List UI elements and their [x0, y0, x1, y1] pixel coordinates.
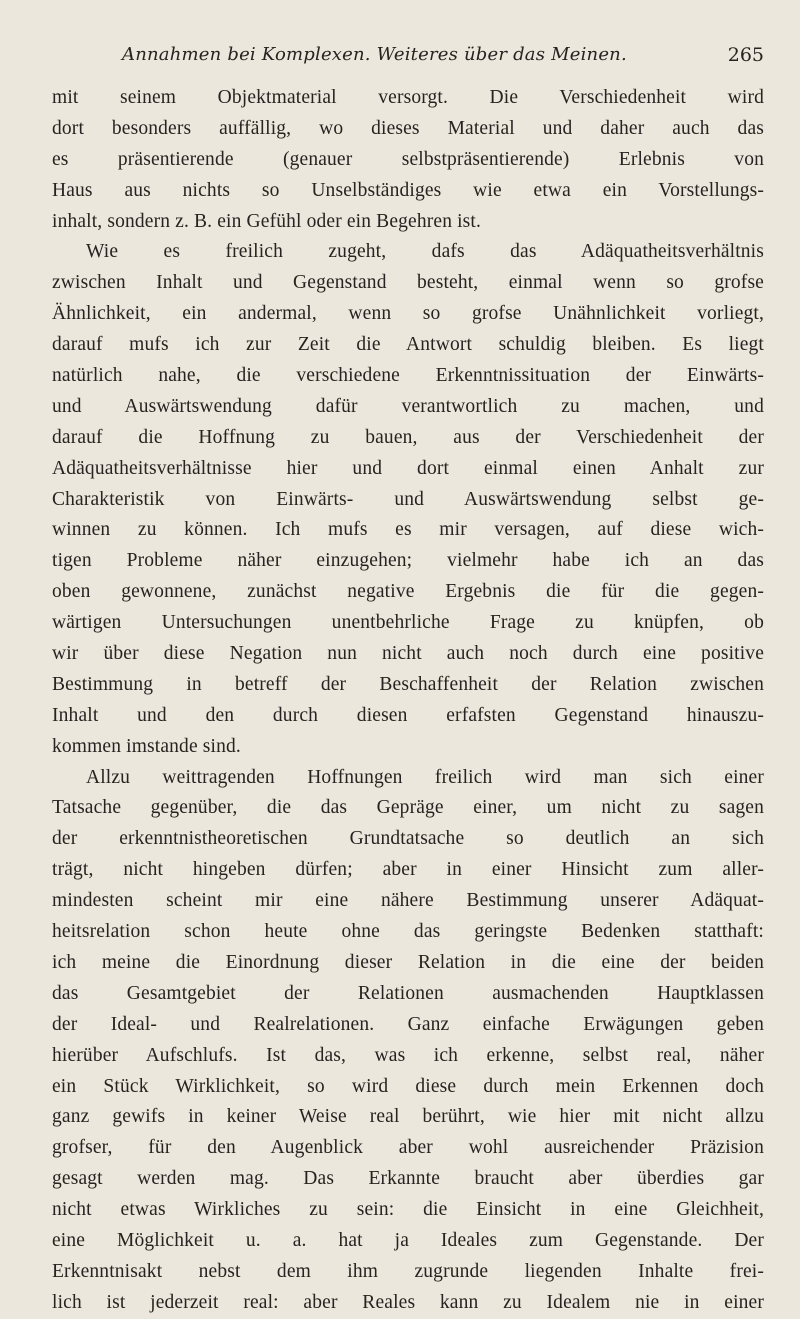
text-line: wir über diese Negation nun nicht auch noch durch eine positive: [52, 643, 764, 665]
text-line: eine Möglichkeit u. a. hat ja Ideales zum Gegenstande. Der: [52, 1229, 764, 1251]
text-line: Adäquatheitsverhältnisse hier und dort einmal einen Anhalt zur: [52, 457, 764, 479]
text-line: mindesten scheint mir eine nähere Bestimmung unserer Adäquat-: [52, 890, 764, 912]
text-line: gesagt werden mag. Das Erkannte braucht aber überdies gar: [52, 1168, 764, 1190]
text-line: nicht etwas Wirkliches zu sein: die Einsicht in eine Gleichheit,: [52, 1199, 764, 1221]
text-line: Inhalt und den durch diesen erfafsten Gegenstand hinauszu-: [52, 704, 764, 726]
text-line: Charakteristik von Einwärts- und Auswärtswendung selbst ge-: [52, 488, 764, 510]
text-line: Ähnlichkeit, ein andermal, wenn so grofse Unähnlichkeit vorliegt,: [52, 303, 764, 325]
text-line: natürlich nahe, die verschiedene Erkenntnissituation der Einwärts-: [52, 365, 764, 387]
text-line: Tatsache gegenüber, die das Gepräge einer, um nicht zu sagen: [52, 797, 764, 819]
text-line: trägt, nicht hingeben dürfen; aber in einer Hinsicht zum aller-: [52, 859, 764, 881]
text-line: winnen zu können. Ich mufs es mir versagen, auf diese wich-: [52, 519, 764, 541]
text-line: kommen imstande sind.: [52, 735, 241, 757]
running-head: [52, 44, 764, 74]
text-line: oben gewonnene, zunächst negative Ergebnis die für die gegen-: [52, 581, 764, 603]
text-line: dort besonders auffällig, wo dieses Material und daher auch das: [52, 117, 764, 139]
running-title: Annahmen bei Komplexen. Weiteres über das Meinen.: [122, 44, 627, 65]
text-line: mit seinem Objektmaterial versorgt. Die Verschiedenheit wird: [52, 87, 764, 108]
text-line: lich ist jederzeit real: aber Reales kann zu Idealem nie in einer: [52, 1291, 764, 1313]
text-line: das Gesamtgebiet der Relationen ausmachenden Hauptklassen: [52, 982, 764, 1004]
text-line: Haus aus nichts so Unselbständiges wie etwa ein Vorstellungs-: [52, 179, 764, 201]
text-line: Erkenntnisakt nebst dem ihm zugrunde liegenden Inhalte frei-: [52, 1260, 764, 1282]
text-line: ein Stück Wirklichkeit, so wird diese durch mein Erkennen doch: [52, 1075, 764, 1097]
body-text: [52, 83, 764, 1319]
text-line: hierüber Aufschlufs. Ist das, was ich erkenne, selbst real, näher: [52, 1044, 764, 1066]
text-line: und Auswärtswendung dafür verantwortlich zu machen, und: [52, 395, 764, 417]
text-line: wärtigen Untersuchungen unentbehrliche Frage zu knüpfen, ob: [52, 612, 764, 634]
text-line: der Ideal- und Realrelationen. Ganz einfache Erwägungen geben: [52, 1013, 764, 1035]
text-line: ich meine die Einordnung dieser Relation in die eine der beiden: [52, 951, 764, 973]
text-line: Bestimmung in betreff der Beschaffenheit der Relation zwischen: [52, 673, 764, 695]
text-line: inhalt, sondern z. B. ein Gefühl oder ein Begehren ist.: [52, 210, 482, 232]
text-line: heitsrelation schon heute ohne das geringste Bedenken statthaft:: [52, 921, 764, 943]
text-line: zwischen Inhalt und Gegenstand besteht, einmal wenn so grofse: [52, 272, 764, 294]
text-line: darauf mufs ich zur Zeit die Antwort schuldig bleiben. Es liegt: [52, 334, 764, 356]
paragraph-first-line: Allzu weittragenden Hoffnungen freilich wird man sich einer: [86, 766, 764, 788]
text-line: grofser, für den Augenblick aber wohl ausreichender Präzision: [52, 1137, 764, 1159]
text-line: der erkenntnistheoretischen Grundtatsache so deutlich an sich: [52, 828, 764, 850]
page-number: 265: [727, 44, 764, 66]
text-line: tigen Probleme näher einzugehen; vielmehr habe ich an das: [52, 550, 764, 572]
text-line: ganz gewifs in keiner Weise real berührt, wie hier mit nicht allzu: [52, 1106, 764, 1128]
text-line: darauf die Hoffnung zu bauen, aus der Verschiedenheit der: [52, 426, 764, 448]
paragraph-first-line: Wie es freilich zugeht, dafs das Adäquatheitsverhältnis: [86, 241, 764, 263]
text-line: es präsentierende (genauer selbstpräsentierende) Erlebnis von: [52, 148, 764, 170]
